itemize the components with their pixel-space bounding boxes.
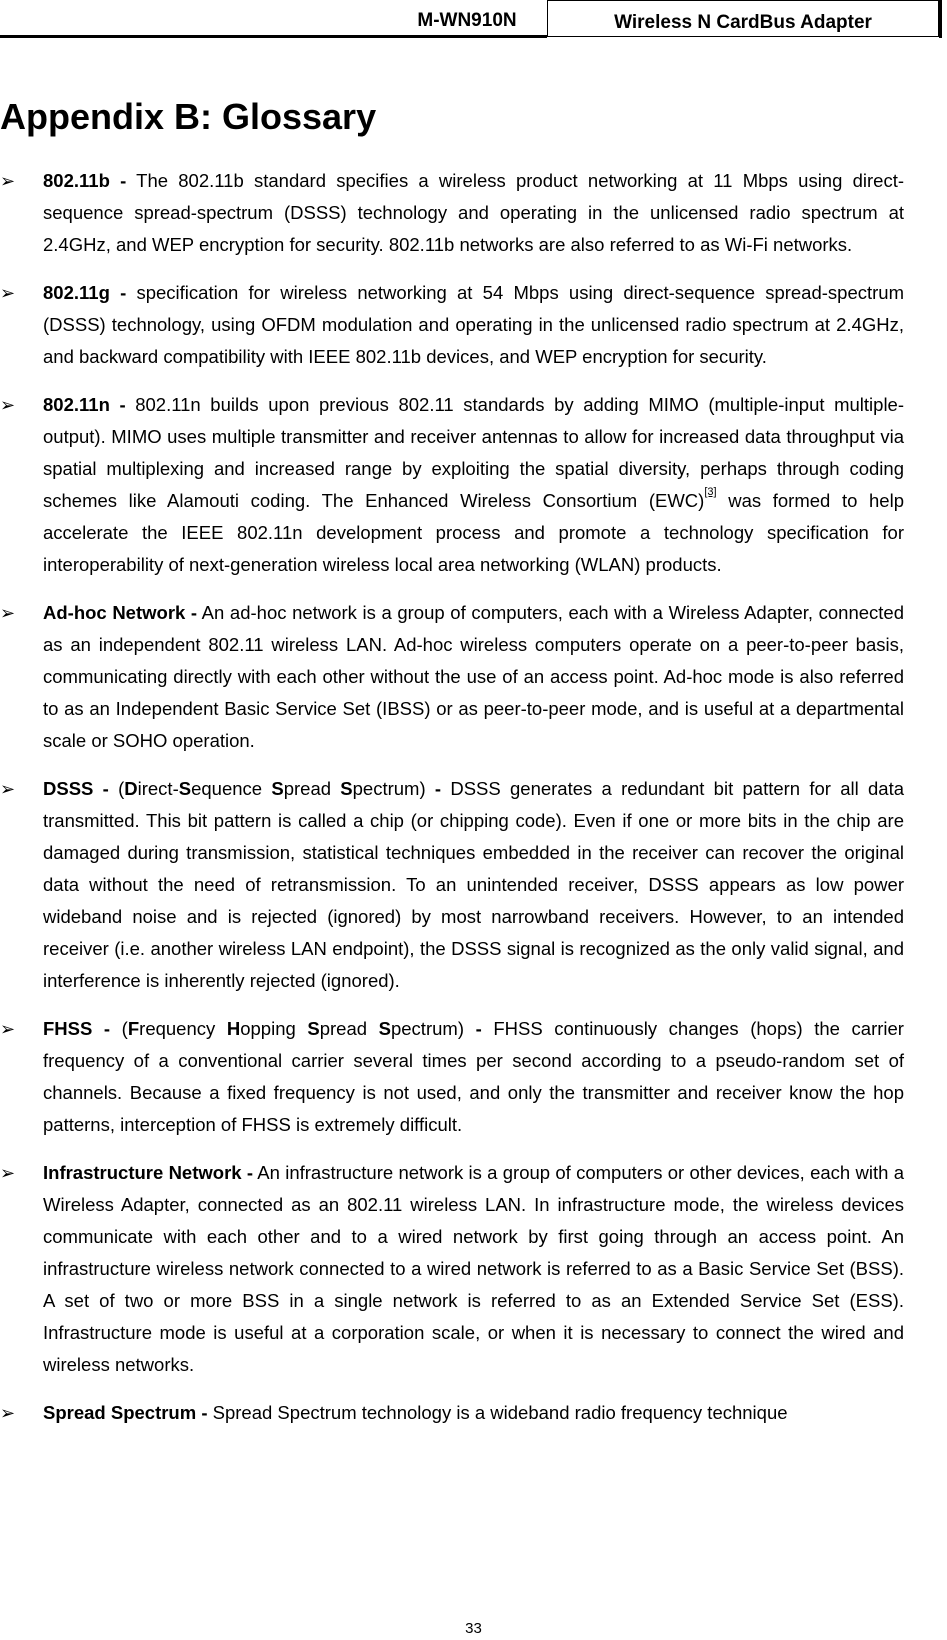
- glossary-term: 802.11n -: [43, 394, 126, 415]
- glossary-entry-80211n: [0, 389, 904, 581]
- glossary-entry-fhss: ➢ FHSS - (Frequency Hopping Spread Spectrum) - FHSS continuously changes (hops) the carrier frequency of a conventional carrier several times per second according to a pseudo-random set of channels. Because a fixed frequency is not used, and only the transmitter and receiver know the hop patterns, interception of FHSS is extremely difficult.: [0, 1013, 904, 1141]
- glossary-term: 802.11g -: [43, 282, 127, 303]
- page-title: Appendix B: Glossary: [0, 96, 377, 137]
- acronym-letter: S: [178, 778, 192, 799]
- product-title: Wireless N CardBus Adapter: [614, 12, 872, 33]
- acronym-rest: irect-: [137, 778, 179, 799]
- glossary-definition-cont: was formed to help accelerate the IEEE 802.11n development process and promote a technology specification for interoperability of next-generation wireless local area networking (WLAN) products.: [43, 490, 904, 575]
- acronym-rest: requency: [139, 1018, 227, 1039]
- acronym-rest: pread: [319, 1018, 379, 1039]
- product-title-box: [547, 0, 939, 37]
- glossary-definition: DSSS generates a redundant bit pattern for all data transmitted. This bit pattern is called a chip (or chipping code). Even if one or more bits in the chip are damaged during transmission, statistical techniques embedded in the receiver can recover the original data without the need of retransmission. To an unintended receiver, DSSS appears as low power wideband noise and is rejected (ignored) by most narrowband receivers. However, to an intended receiver (i.e. another wireless LAN endpoint), the DSSS signal is recognized as the only valid signal, and interference is inherently rejected (ignored).: [43, 778, 904, 991]
- arrow-bullet-icon: ➢: [0, 171, 16, 191]
- glossary-term: Ad-hoc Network -: [43, 602, 198, 623]
- glossary-entry-infrastructure: [0, 1157, 904, 1381]
- acronym-rest: opping: [240, 1018, 308, 1039]
- arrow-bullet-icon: ➢: [0, 779, 16, 799]
- term-dash: -: [434, 778, 442, 799]
- arrow-bullet-icon: ➢: [0, 1019, 16, 1039]
- glossary-list: [0, 165, 947, 1445]
- glossary-term: Infrastructure Network -: [43, 1162, 254, 1183]
- acronym-letter: S: [378, 1018, 391, 1039]
- footnote-link-3[interactable]: [3]: [704, 486, 717, 498]
- page-number: 33: [465, 1620, 482, 1637]
- glossary-definition: An ad-hoc network is a group of computers, each with a Wireless Adapter, connected as an independent 802.11 wireless LAN. Ad-hoc wireless computers operate on a peer-to-peer basis, communicating directly with each other without the use of an access point. Ad-hoc mode is also referred to as an Independent Basic Service Set (IBSS) or as peer-to-peer mode, and is useful at a departmental scale or SOHO operation.: [43, 602, 904, 751]
- glossary-definition: specification for wireless networking at 54 Mbps using direct-sequence spread-spectrum (DSSS) technology, using OFDM modulation and operating in the unlicensed radio spectrum at 2.4GHz, and backward compatibility with IEEE 802.11b devices, and WEP encryption for security.: [43, 282, 905, 367]
- glossary-term: Spread Spectrum -: [43, 1402, 208, 1423]
- term-dash: -: [475, 1018, 482, 1039]
- arrow-bullet-icon: ➢: [0, 395, 16, 415]
- acronym-rest: equence: [191, 778, 272, 799]
- glossary-entry-spread-spectrum: [0, 1397, 904, 1429]
- glossary-entry-80211b: [0, 165, 904, 261]
- header-right-bar: [939, 0, 942, 38]
- model-label: M-WN910N: [417, 10, 517, 31]
- acronym-letter: S: [271, 778, 284, 799]
- arrow-bullet-icon: ➢: [0, 283, 16, 303]
- glossary-definition: An infrastructure network is a group of computers or other devices, each with a Wireless Adapter, connected as an 802.11 wireless LAN. In infrastructure mode, the wireless devices communicate with each other and to a wired network by first going through an access point. An infrastructure wireless network connected to a wired network is referred to as a Basic Service Set (BSS). A set of two or more BSS in a single network is referred to as an Extended Service Set (ESS). Infrastructure mode is useful at a corporation scale, or when it is necessary to connect the wired and wireless networks.: [43, 1162, 904, 1375]
- glossary-entry-dsss: ➢ DSSS - (Direct-Sequence Spread Spectrum) - DSSS generates a redundant bit pattern for all data transmitted. This bit pattern is called a chip (or chipping code). Even if one or more bits in the chip are damaged during transmission, statistical techniques embedded in the receiver can recover the original data without the need of retransmission. To an unintended receiver, DSSS appears as low power wideband noise and is rejected (ignored) by most narrowband receivers. However, to an intended receiver (i.e. another wireless LAN endpoint), the DSSS signal is recognized as the only valid signal, and interference is inherently rejected (ignored).: [0, 773, 904, 997]
- arrow-bullet-icon: ➢: [0, 1403, 16, 1423]
- acronym-letter: S: [307, 1018, 320, 1039]
- glossary-entry-adhoc: [0, 597, 904, 757]
- acronym-rest: pectrum: [352, 778, 420, 799]
- glossary-definition: The 802.11b standard specifies a wireless product networking at 11 Mbps using direct-sequence spread-spectrum (DSSS) technology and operating in the unlicensed radio spectrum at 2.4GHz, and WEP encryption for security. 802.11b networks are also referred to as Wi-Fi networks.: [43, 170, 905, 255]
- glossary-term: 802.11b -: [43, 170, 127, 191]
- arrow-bullet-icon: ➢: [0, 1163, 16, 1183]
- acronym-letter: H: [226, 1018, 241, 1039]
- acronym-letter: S: [340, 778, 353, 799]
- glossary-definition: Spread Spectrum technology is a wideband radio frequency technique: [207, 1402, 788, 1423]
- glossary-term: DSSS -: [43, 778, 109, 799]
- acronym-rest: pread: [283, 778, 341, 799]
- glossary-term: FHSS -: [43, 1018, 111, 1039]
- arrow-bullet-icon: ➢: [0, 603, 16, 623]
- page-header: [0, 0, 947, 40]
- acronym-letter: F: [127, 1018, 140, 1039]
- glossary-entry-80211g: [0, 277, 904, 373]
- acronym-rest: pectrum: [390, 1018, 458, 1039]
- acronym-letter: D: [124, 778, 138, 799]
- header-rule: [0, 35, 547, 38]
- glossary-definition: FHSS continuously changes (hops) the carrier frequency of a conventional carrier several times per second according to a pseudo-random set of channels. Because a fixed frequency is not used, and only the transmitter and receiver know the hop patterns, interception of FHSS is extremely difficult.: [43, 1018, 904, 1135]
- glossary-definition: 802.11n builds upon previous 802.11 standards by adding MIMO (multiple-input multiple-output). MIMO uses multiple transmitter and receiver antennas to allow for increased data throughput via spatial multiplexing and increased range by exploiting the spatial diversity, perhaps through coding schemes like Alamouti coding. The Enhanced Wireless Consortium (EWC): [43, 394, 905, 511]
